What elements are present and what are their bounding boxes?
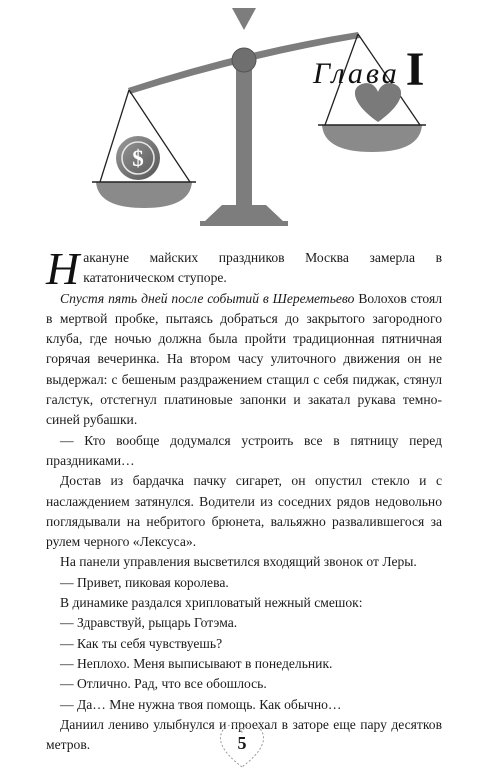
paragraph: Спустя пять дней после событий в Шереметьево Волохов стоял в мертвой пробке, пытаясь добраться до закрытого загородного клуба, где ночью должна была пройти традиционная пятничная горячая вечеринка. На втором часу улиточного движения он не выдержал: с бешеным раздражением стащил с себя пиджак, стянул галстук, отстегнул платиновые запонки и закатал рукава темно-синей рубашки. <box>46 290 442 428</box>
paragraph: Даниил лениво улыбнулся и проехал в заторе еще пару десятков метров. <box>46 716 442 753</box>
paragraph: — Неплохо. Меня выписывают в понедельник. <box>60 655 333 671</box>
paragraph: — Кто вообще додумался устроить все в пятницу перед праздниками… <box>46 432 442 468</box>
chapter-body <box>46 243 442 755</box>
paragraph: Накануне майских праздников Москва замерла в кататоническом ступоре. <box>46 243 442 294</box>
paragraph: — Здравствуй, рыцарь Готэма. <box>60 615 238 631</box>
paragraph: — Отлично. Рад, что все обошлось. <box>60 676 267 692</box>
paragraph: — Да… Мне нужна твоя помощь. Как обычно… <box>60 696 342 712</box>
paragraph: На панели управления высветился входящий звонок от Леры. <box>60 554 417 570</box>
drop-cap: Н <box>46 243 80 294</box>
dollar-coin-icon <box>116 136 160 180</box>
chapter-label: Глава <box>313 57 400 90</box>
paragraph: Достав из бардачка пачку сигарет, он опустил стекло и с наслаждением затянулся. Водители из соседних рядов недовольно поглядывали на небритого брюнета, вальяжно развалившегося за рулем черного «Лексуса». <box>46 473 442 550</box>
chapter-number: I <box>405 43 425 96</box>
paragraph: — Привет, пиковая королева. <box>60 574 229 590</box>
italic-phrase: Спустя пять дней после событий в Шереметьево <box>60 290 355 306</box>
page-number: 5 <box>237 733 247 753</box>
paragraph: — Как ты себя чувствуешь? <box>60 635 223 651</box>
chapter-heading <box>313 42 424 97</box>
scales-illustration <box>0 0 484 240</box>
scale-stand <box>200 8 288 226</box>
svg-text:$: $ <box>132 146 144 171</box>
paragraph: В динамике раздался хрипловатый нежный смешок: <box>60 595 363 611</box>
